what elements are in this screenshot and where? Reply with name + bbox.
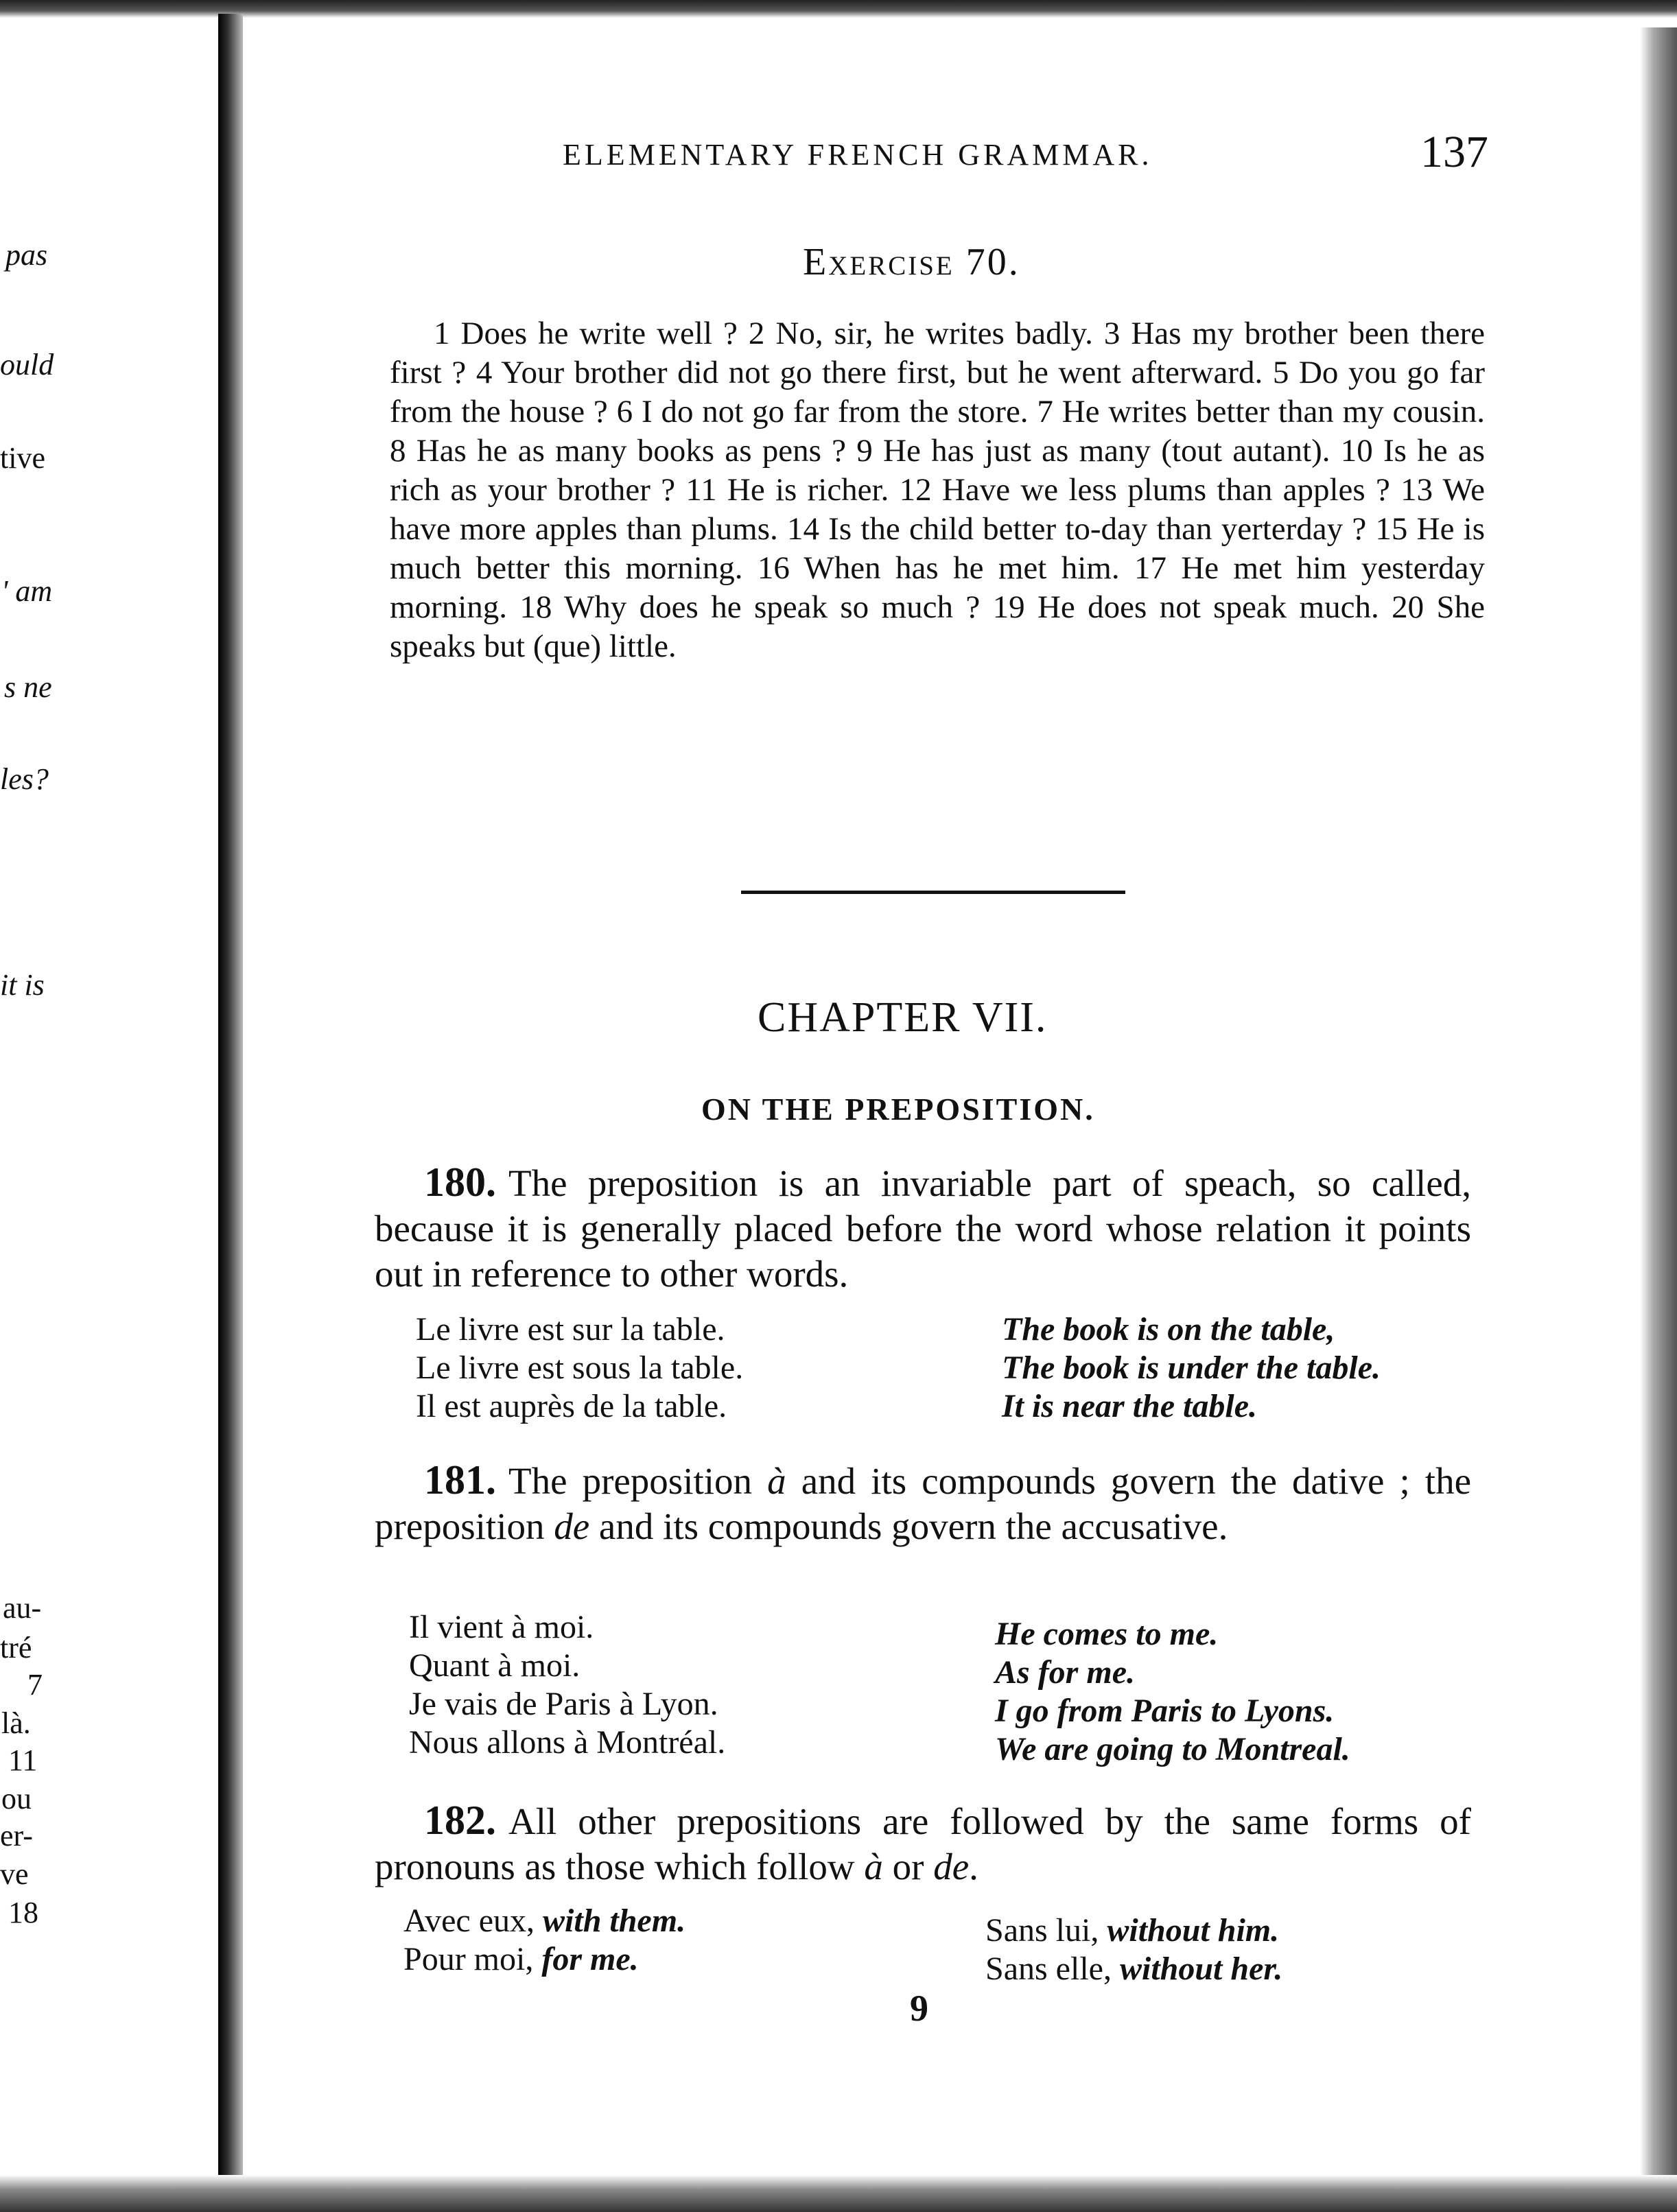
- french-word: de: [554, 1505, 590, 1547]
- french-example: Sans lui,: [985, 1912, 1099, 1949]
- scan-top-edge: [0, 0, 1677, 18]
- english-translation: for me.: [541, 1941, 639, 1977]
- english-translation: without him.: [1107, 1912, 1280, 1949]
- page-right-edge: [1640, 27, 1677, 2175]
- examples-right-column: [985, 1911, 1282, 1988]
- section-text: The preposition is an invariable part of speach, so called, because it is generally placed before the word whose relation it points out in reference to other words.: [375, 1162, 1471, 1295]
- french-example: Pour moi,: [403, 1941, 534, 1977]
- section-divider: [741, 891, 1125, 894]
- exercise-body: [390, 314, 1485, 666]
- french-example: Nous allons à Montréal.: [409, 1724, 726, 1761]
- english-translation: without her.: [1119, 1951, 1283, 1987]
- example-row: [403, 1940, 685, 1979]
- english-translation: I go from Paris to Lyons.: [995, 1693, 1335, 1729]
- exercise-title: Exercise 70.: [803, 241, 1020, 283]
- example-row: [985, 1911, 1282, 1950]
- english-translation: It is near the table.: [1002, 1388, 1258, 1424]
- example-row: [409, 1723, 1466, 1767]
- section-text-part: .: [969, 1846, 978, 1887]
- section-number: 181.: [424, 1457, 496, 1503]
- english-translation: with them.: [543, 1903, 686, 1939]
- example-row: [403, 1902, 685, 1940]
- english-translation: We are going to Montreal.: [995, 1731, 1350, 1767]
- examples-left-column: [403, 1902, 685, 1979]
- example-row: [416, 1310, 1445, 1349]
- french-example: Quant à moi.: [409, 1647, 580, 1684]
- french-example: Il est auprès de la table.: [416, 1388, 727, 1424]
- french-word: de: [933, 1846, 970, 1887]
- french-example: Avec eux,: [403, 1903, 535, 1939]
- left-fragment: 11: [8, 1743, 38, 1777]
- scan-bottom-edge: [0, 2175, 1677, 2212]
- section-text-part: The preposition: [508, 1460, 753, 1502]
- section-text-part: and its compounds govern the dative ; the preposition: [375, 1460, 1471, 1547]
- section-number: 182.: [424, 1798, 496, 1843]
- section-text-part: and its compounds govern the accusative.: [598, 1505, 1228, 1547]
- example-row: [985, 1950, 1282, 1988]
- running-head: ELEMENTARY FRENCH GRAMMAR.: [563, 138, 1153, 172]
- french-example: Sans elle,: [985, 1951, 1112, 1987]
- left-fragment: er-: [0, 1819, 33, 1852]
- book-gutter: [218, 14, 243, 2175]
- english-translation: He comes to me.: [995, 1616, 1219, 1652]
- section-text-part: or: [892, 1846, 924, 1887]
- left-fragment: ' am: [1, 574, 53, 608]
- example-row: [416, 1387, 1445, 1426]
- left-fragment: 18: [8, 1896, 38, 1929]
- section-181: [375, 1457, 1471, 1549]
- left-fragment: s ne: [4, 670, 52, 704]
- french-example: Je vais de Paris à Lyon.: [409, 1686, 718, 1722]
- french-example: Le livre est sur la table.: [416, 1311, 725, 1348]
- french-example: Le livre est sous la table.: [416, 1350, 744, 1386]
- section-182: [375, 1798, 1471, 1890]
- example-row: [409, 1647, 1466, 1691]
- left-fragment: ve: [0, 1857, 29, 1891]
- exercise-text: 1 Does he write well ? 2 No, sir, he writes badly. 3 Has my brother been there first ? 4 Your brother did not go there first, but he went afterward. 5 Do you go far from the house ? 6 I do not go far from the store. 7 He writes better than my cousin. 8 Has he as many books as pens ? 9 He has just as many (tout autant). 10 Is he as rich as your brother ? 11 He is richer. 12 Have we less plums than apples ? 13 We have more apples than plums. 14 Is the child better to-day than yerterday ? 15 He is much better this morning. 16 When has he met him. 17 He met him yesterday morning. 18 Why does he speak so much ? 19 He does not speak much. 20 She speaks but (que) little.: [390, 316, 1485, 664]
- left-fragment: 7: [27, 1668, 43, 1702]
- section-text-part: All other prepositions are followed by the same forms of pronouns as those which follow: [375, 1800, 1471, 1887]
- english-translation: The book is on the table,: [1002, 1311, 1335, 1348]
- french-example: Il vient à moi.: [409, 1609, 594, 1645]
- example-row: [409, 1608, 1466, 1652]
- section-180: [375, 1160, 1471, 1297]
- left-fragment: tré: [0, 1631, 32, 1664]
- left-fragment: ould: [0, 348, 54, 381]
- english-translation: The book is under the table.: [1002, 1350, 1381, 1386]
- french-word: à: [767, 1460, 786, 1502]
- left-fragment: pas: [5, 238, 48, 272]
- french-word: à: [864, 1846, 883, 1887]
- section-number: 180.: [424, 1160, 496, 1205]
- left-fragment: ou: [1, 1782, 32, 1815]
- left-fragment: là.: [1, 1706, 31, 1740]
- example-row: [416, 1349, 1445, 1387]
- examples-180: [416, 1310, 1445, 1426]
- chapter-subtitle: ON THE PREPOSITION.: [701, 1092, 1095, 1127]
- example-row: [409, 1685, 1466, 1729]
- signature-mark: 9: [910, 1988, 928, 2029]
- left-fragment: au-: [3, 1591, 42, 1625]
- left-fragment: it is: [0, 968, 45, 1002]
- chapter-title: CHAPTER VII.: [758, 994, 1048, 1041]
- examples-181: [409, 1608, 1466, 1767]
- left-fragment: les?: [0, 762, 49, 796]
- left-fragment: tive: [0, 441, 45, 475]
- page-number: 137: [1420, 127, 1488, 177]
- english-translation: As for me.: [995, 1654, 1135, 1691]
